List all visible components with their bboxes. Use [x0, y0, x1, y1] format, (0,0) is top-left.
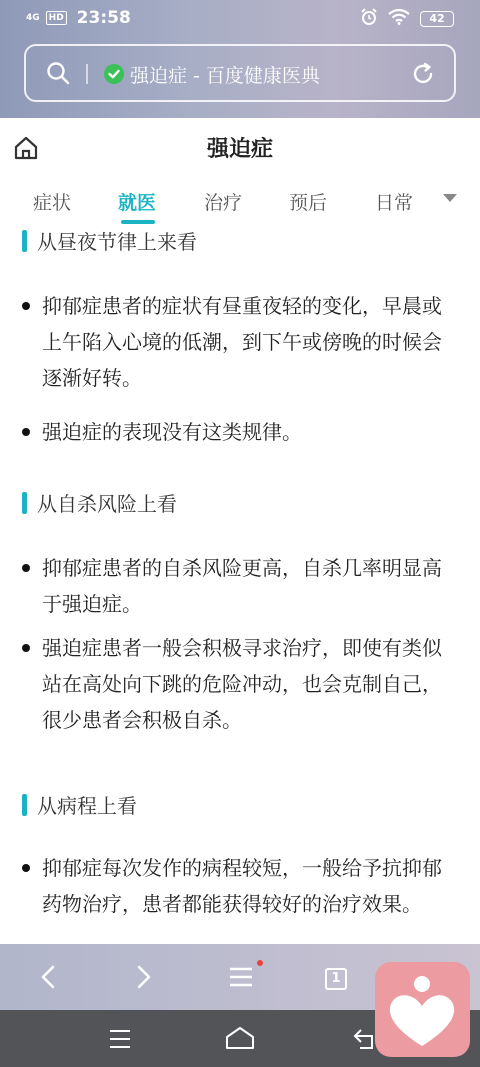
health-assistant-button[interactable] [375, 962, 470, 1057]
search-icon[interactable] [46, 61, 70, 89]
status-time: 23:58 [76, 8, 131, 28]
bullet-icon [22, 564, 30, 572]
bullet-icon [22, 302, 30, 310]
menu-notification-dot [257, 960, 263, 966]
bullet-icon [22, 644, 30, 652]
article-content [0, 228, 480, 944]
network-indicator: 4G [26, 12, 40, 23]
tab-prognosis[interactable]: 预后 [289, 192, 328, 214]
list-item-text: 抑郁症每次发作的病程较短，一般给予抗抑郁药物治疗，患者都能获得较好的治疗效果。 [42, 856, 442, 916]
address-divider [86, 64, 88, 84]
tab-treatment[interactable]: 治疗 [204, 192, 243, 214]
list-item-text: 强迫症的表现没有这类规律。 [42, 420, 302, 444]
hd-badge: HD [46, 11, 67, 25]
list-item [22, 630, 458, 738]
secure-check-icon [104, 64, 124, 84]
tabs-dropdown-icon[interactable] [443, 194, 457, 202]
page-header [0, 118, 480, 176]
tab-medical-visit[interactable]: 就医 [118, 192, 157, 214]
wifi-icon [388, 9, 410, 29]
refresh-icon[interactable] [410, 61, 436, 91]
section-heading [22, 488, 177, 517]
address-bar[interactable] [24, 44, 456, 102]
section-heading [22, 228, 197, 255]
heading-marker [22, 492, 27, 514]
status-bar [0, 0, 480, 38]
list-item-text: 强迫症患者一般会积极寻求治疗，即使有类似站在高处向下跳的危险冲动，也会克制自己，很少患者会积极自杀。 [42, 636, 442, 732]
bullet-icon [22, 428, 30, 436]
back-icon[interactable] [38, 964, 60, 994]
forward-icon[interactable] [132, 964, 154, 994]
list-item [22, 288, 458, 396]
tab-symptoms[interactable]: 症状 [33, 192, 72, 214]
alarm-icon [360, 8, 378, 30]
browser-top-area [0, 0, 480, 118]
list-item [22, 414, 458, 450]
heart-person-icon [375, 962, 470, 1057]
bullet-icon [22, 864, 30, 872]
section-tabs [0, 176, 480, 228]
section-heading [22, 790, 137, 819]
heading-marker [22, 230, 27, 252]
list-item-text: 抑郁症患者的症状有昼重夜轻的变化，早晨或上午陷入心境的低潮，到下午或傍晚的时候会逐渐好转。 [42, 294, 442, 390]
page-title: 强迫症 [206, 137, 273, 162]
menu-icon[interactable] [228, 964, 254, 994]
address-text[interactable]: 强迫症 - 百度健康医典 [130, 65, 320, 87]
battery-indicator: 42 [420, 11, 454, 27]
list-item [22, 550, 458, 622]
heading-marker [22, 794, 27, 816]
section-heading-text: 从自杀风险上看 [37, 492, 177, 516]
tab-daily[interactable]: 日常 [375, 192, 414, 214]
tabs-count-button[interactable]: 1 [325, 968, 347, 990]
section-heading-text: 从昼夜节律上来看 [37, 230, 197, 254]
recent-apps-icon[interactable] [108, 1028, 132, 1054]
section-heading-text: 从病程上看 [37, 794, 137, 818]
list-item [22, 850, 458, 922]
list-item-text: 抑郁症患者的自杀风险更高，自杀几率明显高于强迫症。 [42, 556, 442, 616]
active-tab-indicator [121, 220, 155, 224]
home-nav-icon[interactable] [224, 1025, 256, 1055]
